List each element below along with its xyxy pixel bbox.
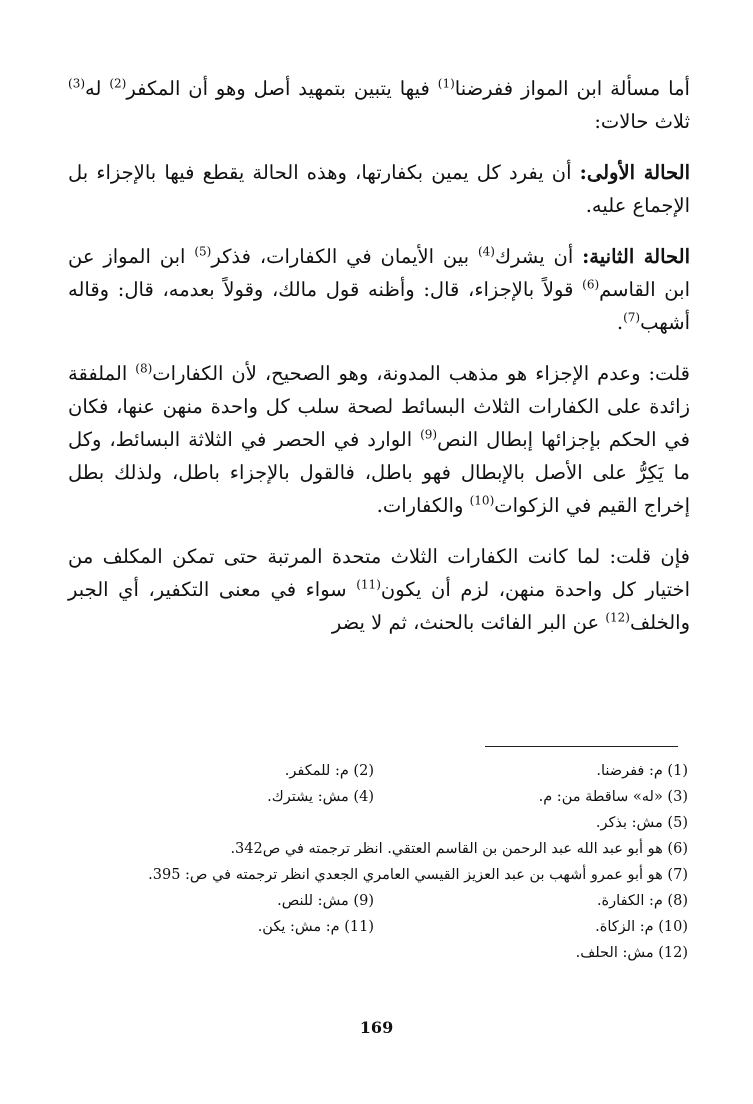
footnote-1: (1) م: ففرضنا. xyxy=(596,763,688,779)
paragraph-2 xyxy=(68,156,690,222)
footnote-8: (8) م: الكفارة. xyxy=(596,893,688,909)
footnote-6: (6) هو أبو عبد الله عبد الرحمن بن القاسم العتقي. انظر ترجمته في ص342. xyxy=(230,841,688,857)
text-run: عن البر الفائت بالحنث، ثم لا يضر xyxy=(331,611,606,634)
footnote-ref-1: (1) xyxy=(437,76,455,91)
footnote-9: (9) مش: للنص. xyxy=(277,893,374,909)
footnote-row xyxy=(60,914,688,940)
text-run: بين الأيمان في الكفارات، فذكر xyxy=(211,245,478,268)
footnote-ref-2: (2) xyxy=(109,76,127,91)
footnote-ref-12: (12) xyxy=(605,610,630,625)
text-run: أما مسألة ابن المواز ففرضنا xyxy=(454,77,690,100)
footnote-row xyxy=(60,810,688,836)
text-run: الوارد في الحصر في الثلاثة البسائط، وكل ما يَكِرُّ على الأصل بالإبطال فهو باطل، فالقول بالإجزاء باطل، ولذلك بطل إخراج القيم في الزكوات xyxy=(68,428,690,517)
text-run: فإن قلت: لما كانت الكفارات الثلاث متحدة المرتبة حتى تمكن المكلف من اختيار كل واحدة منهن، لزم أن يكون xyxy=(68,545,690,601)
footnote-ref-9: (9) xyxy=(420,427,438,442)
footnote-7: (7) هو أبو عمرو أشهب بن عبد العزيز القيسي العامري الجعدي انظر ترجمته في ص: 395. xyxy=(148,867,688,883)
footnote-ref-11: (11) xyxy=(356,577,381,592)
footnote-3: (3) «له» ساقطة من: م. xyxy=(538,789,688,805)
paragraph-3 xyxy=(68,240,690,339)
paragraph-1 xyxy=(68,72,690,138)
footnote-ref-8: (8) xyxy=(135,361,153,376)
text-run: له xyxy=(85,77,110,100)
footnote-10: (10) م: الزكاة. xyxy=(595,919,688,935)
footnote-row xyxy=(60,888,688,914)
footnote-row xyxy=(60,758,688,784)
footnote-ref-4: (4) xyxy=(477,244,495,259)
footnote-row xyxy=(60,784,688,810)
footnote-separator xyxy=(485,746,678,747)
footnote-ref-10: (10) xyxy=(469,493,495,508)
text-run: . xyxy=(616,311,624,334)
footnote-4: (4) مش: يشترك. xyxy=(267,789,374,805)
page-number: 169 xyxy=(359,1018,394,1037)
footnotes-block xyxy=(60,758,688,966)
text-run: الملفقة زائدة على الكفارات الثلاث البسائط لصحة سلب كل واحدة منهن عنها، فكان في الحكم بإجزائها إبطال النص xyxy=(68,362,690,451)
text-run: قلت: وعدم الإجزاء هو مذهب المدونة، وهو الصحيح، لأن الكفارات xyxy=(152,362,690,385)
footnote-12: (12) مش: الحلف. xyxy=(575,945,688,961)
text-run: ابن المواز عن ابن القاسم xyxy=(68,245,690,301)
text-run: أن يفرد كل يمين بكفارتها، وهذه الحالة يقطع فيها بالإجزاء بل الإجماع عليه. xyxy=(68,161,690,217)
main-text-block xyxy=(68,72,690,639)
text-run: قولاً بالإجزاء، قال: وأظنه قول مالك، وقولاً بعدمه، قال: وقاله أشهب xyxy=(68,278,690,334)
text-run: سواء في معنى التكفير، أي الجبر والخلف xyxy=(68,578,690,634)
footnote-ref-7: (7) xyxy=(623,310,641,325)
footnote-ref-3: (3) xyxy=(68,76,86,91)
footnote-row xyxy=(60,862,688,888)
footnote-row xyxy=(60,940,688,966)
text-run: ثلاث حالات: xyxy=(594,110,690,133)
text-run: فيها يتبين بتمهيد أصل وهو أن المكفر xyxy=(126,77,438,100)
text-run: والكفارات. xyxy=(376,494,470,517)
paragraph-4 xyxy=(68,357,690,522)
footnote-2: (2) م: للمكفر. xyxy=(284,763,374,779)
paragraph-5 xyxy=(68,540,690,639)
footnote-ref-6: (6) xyxy=(582,277,600,292)
footnote-ref-5: (5) xyxy=(194,244,212,259)
footnote-5: (5) مش: بذكر. xyxy=(595,815,688,831)
section-heading-first-case: الحالة الأولى: xyxy=(579,161,690,184)
footnote-row xyxy=(60,836,688,862)
footnote-11: (11) م: مش: يكن. xyxy=(257,919,374,935)
text-run: أن يشرك xyxy=(494,245,583,268)
section-heading-second-case: الحالة الثانية: xyxy=(582,245,691,268)
